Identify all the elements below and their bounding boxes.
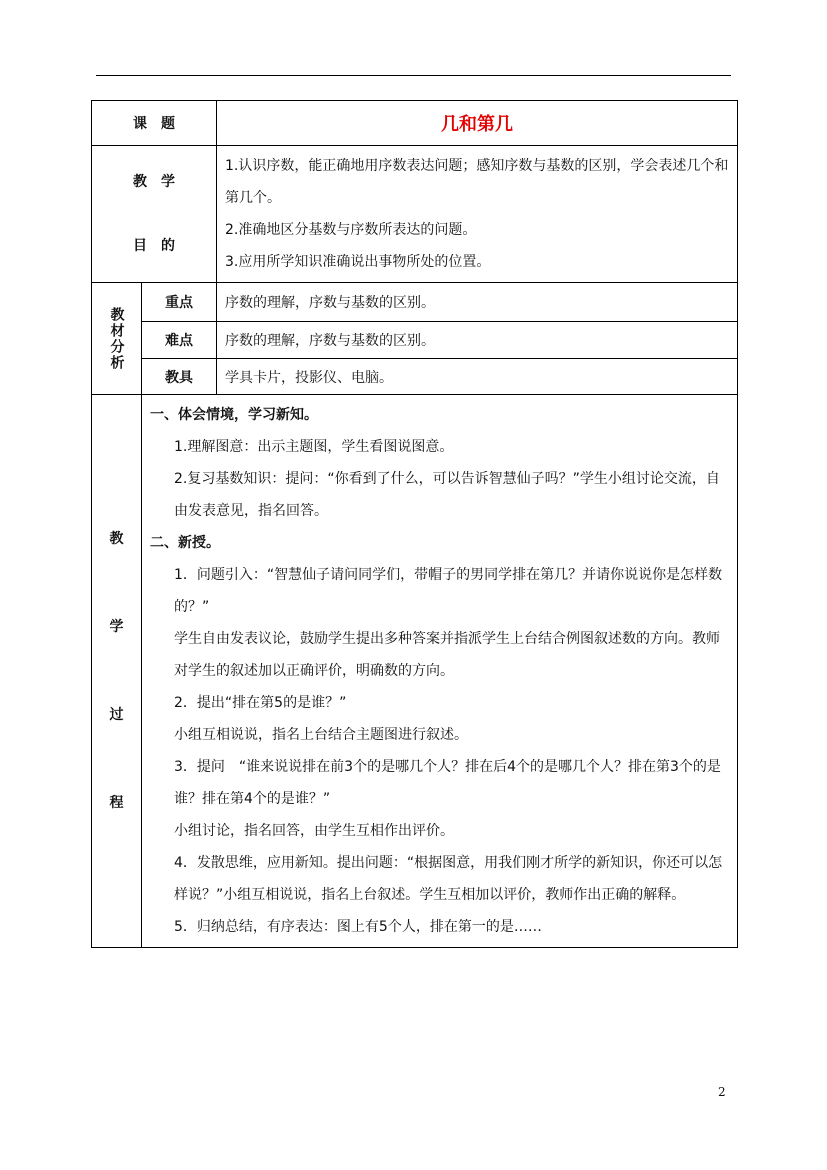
goal-item: 2.准确地区分基数与序数所表达的问题。 (225, 222, 477, 238)
topic-row (92, 101, 738, 146)
goal-item: 3.应用所学知识准确说出事物所处的位置。 (225, 254, 491, 270)
process-label-char: 过 (109, 707, 124, 723)
section-heading: 一、体会情境，学习新知。 (150, 407, 318, 423)
difficulty-row (92, 322, 738, 359)
process-paragraph: 2．提出“排在第5的是谁？” (174, 695, 347, 711)
tools-content: 学具卡片，投影仪、电脑。 (217, 359, 738, 395)
goals-label-line1: 教 学 (133, 174, 175, 190)
process-paragraph: 小组互相说说，指名上台结合主题图进行叙述。 (174, 727, 468, 743)
key-label: 重点 (142, 283, 217, 322)
process-paragraph: 4．发散思维，应用新知。提出问题：“根据图意，用我们刚才所学的新知识，你还可以怎样说？”小组互相说说，指名上台叙述。学生互相加以评价，教师作出正确的解释。 (174, 855, 723, 903)
goals-content (217, 146, 738, 283)
process-label (92, 395, 142, 948)
process-paragraph: 1.理解图意：出示主题图，学生看图说图意。 (174, 439, 454, 455)
goals-label (92, 146, 217, 283)
analysis-label-cell (92, 283, 142, 395)
lesson-title: 几和第几 (217, 101, 738, 146)
process-paragraph: 3．提问 “谁来说说排在前3个的是哪几个人？排在后4个的是哪几个人？排在第3个的是谁？排在第4个的是谁？” (174, 759, 721, 807)
process-paragraph: 小组讨论，指名回答，由学生互相作出评价。 (174, 823, 454, 839)
lesson-plan-table (91, 100, 738, 948)
process-label-char: 程 (109, 795, 124, 811)
process-row (92, 395, 738, 948)
process-paragraph: 2.复习基数知识：提问：“你看到了什么，可以告诉智慧仙子吗？”学生小组讨论交流，自由发表意见，指名回答。 (174, 471, 720, 519)
process-paragraph: 1．问题引入：“智慧仙子请问同学们，带帽子的男同学排在第几？并请你说说你是怎样数的？” (174, 567, 723, 615)
topic-label: 课 题 (92, 101, 217, 146)
header-rule (96, 75, 731, 76)
key-row (92, 283, 738, 322)
tools-row (92, 359, 738, 395)
page-number: 2 (718, 1085, 726, 1099)
goals-label-line2: 目 的 (133, 238, 175, 254)
process-paragraph: 学生自由发表议论，鼓励学生提出多种答案并指派学生上台结合例图叙述数的方向。教师对学生的叙述加以正确评价，明确数的方向。 (174, 631, 720, 679)
tools-label: 教具 (142, 359, 217, 395)
difficulty-content: 序数的理解，序数与基数的区别。 (217, 322, 738, 359)
goals-row (92, 146, 738, 283)
section-heading: 二、新授。 (150, 535, 220, 551)
key-content: 序数的理解，序数与基数的区别。 (217, 283, 738, 322)
process-paragraph: 5．归纳总结，有序表达：图上有5个人，排在第一的是…… (174, 919, 542, 935)
process-content (142, 395, 738, 948)
process-label-char: 学 (109, 619, 124, 635)
process-label-char: 教 (109, 531, 124, 547)
analysis-label: 教材分析 (108, 306, 125, 371)
difficulty-label: 难点 (142, 322, 217, 359)
goal-item: 1.认识序数，能正确地用序数表达问题；感知序数与基数的区别，学会表述几个和第几个。 (225, 158, 729, 206)
